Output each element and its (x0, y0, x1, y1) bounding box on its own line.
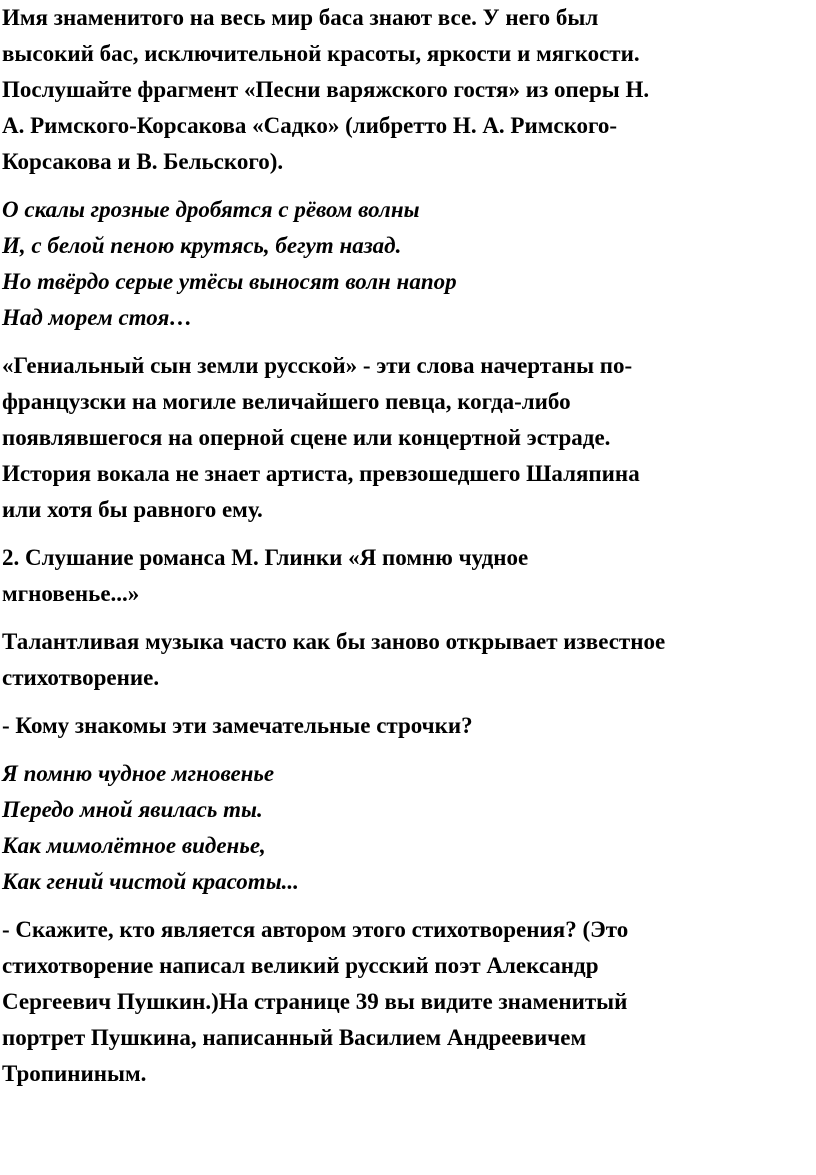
text-line: Корсакова и В. Бельского). (2, 149, 284, 174)
text-line: Тропининым. (2, 1061, 147, 1086)
text-line: - Скажите, кто является автором этого стихотворения? (Это (2, 917, 629, 942)
paragraph-chaliapin-intro (2, 0, 808, 180)
document-page (2, 0, 808, 1092)
paragraph-genius-son (2, 348, 808, 528)
poem-line: Как мимолётное виденье, (2, 833, 266, 858)
text-line: появлявшегося на оперной сцене или концертной эстраде. (2, 425, 611, 450)
text-line: стихотворение. (2, 665, 160, 690)
poem-sadko (2, 192, 808, 336)
text-line: Талантливая музыка часто как бы заново открывает известное (2, 629, 666, 654)
poem-line: Но твёрдо серые утёсы выносят волн напор (2, 269, 457, 294)
text-line: или хотя бы равного ему. (2, 497, 263, 522)
text-line: А. Римского-Корсакова «Садко» (либретто Н. А. Римского- (2, 113, 618, 138)
poem-line: Над морем стоя… (2, 305, 193, 330)
text-line: портрет Пушкина, написанный Василием Андреевичем (2, 1025, 587, 1050)
text-line: высокий бас, исключительной красоты, яркости и мягкости. (2, 41, 640, 66)
paragraph-talented-music (2, 624, 808, 696)
text-line: Имя знаменитого на весь мир баса знают все. У него был (2, 5, 599, 30)
text-line: История вокала не знает артиста, превзошедшего Шаляпина (2, 461, 640, 486)
poem-line: Передо мной явилась ты. (2, 797, 263, 822)
poem-pushkin (2, 756, 808, 900)
poem-line: Как гений чистой красоты... (2, 869, 299, 894)
text-line: - Кому знакомы эти замечательные строчки? (2, 713, 473, 738)
poem-line: О скалы грозные дробятся с рёвом волны (2, 197, 420, 222)
question-familiar-lines (2, 708, 808, 744)
text-line: мгновенье...» (2, 581, 140, 606)
text-line: стихотворение написал великий русский поэт Александр (2, 953, 599, 978)
paragraph-author-question (2, 912, 808, 1092)
text-line: «Гениальный сын земли русской» - эти слова начертаны по- (2, 353, 633, 378)
text-line: Сергеевич Пушкин.)На странице 39 вы видите знаменитый (2, 989, 628, 1014)
section-heading-glinka (2, 540, 808, 612)
poem-line: И, с белой пеною крутясь, бегут назад. (2, 233, 402, 258)
text-line: 2. Слушание романса М. Глинки «Я помню чудное (2, 545, 529, 570)
poem-line: Я помню чудное мгновенье (2, 761, 275, 786)
text-line: французски на могиле величайшего певца, когда-либо (2, 389, 571, 414)
text-line: Послушайте фрагмент «Песни варяжского гостя» из оперы Н. (2, 77, 650, 102)
